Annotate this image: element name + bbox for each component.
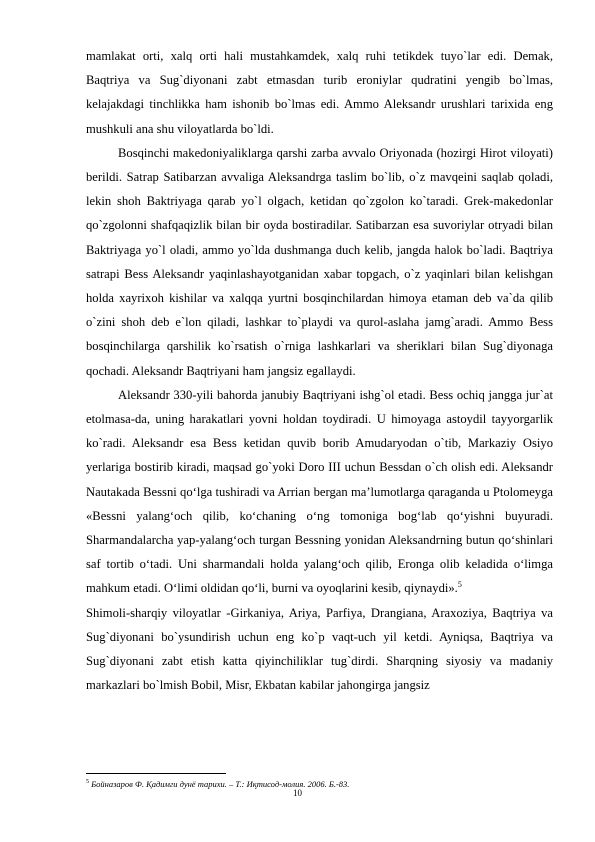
body-text xyxy=(86,44,553,697)
footnote-text: Бойназаров Ф. Қадимги дунё тарихи. – Т.: Иқтисод-молия. 2006. Б.-83. xyxy=(91,778,350,789)
page-number: 10 xyxy=(293,788,302,798)
paragraph-3-text: Aleksandr 330-yili bahorda janubiy Baqtriyani ishg`ol etadi. Bess ochiq jangga jur`at etolmasa-da, uning harakatlari yovni holdan toydiradi. U himoyaga astoydil tayyorgarlik ko`radi. Aleksandr esa Bess ketidan quvib borib Amudaryodan o`tib, Markaziy Osiyo yerlariga bostirib kiradi, maqsad go`yoki Doro III uchun Bessdan o`ch olish edi. Aleksandr Nautakada Bessni qo‘lga tushiradi va Arrian bergan ma’lumotlarga qaraganda u Ptolomeyga «Bessni yalang‘och qilib, ko‘chaning o‘ng tomoniga bog‘lab qo‘yishni buyuradi. Sharmandalarcha yap-yalang‘och turgan Bessning yonidan Aleksandrning butun qo‘shinlari saf tortib o‘tadi. Uni sharmandali holda yalang‘och qilib, Eronga olib keladida o‘limga mahkum etadi. O‘limi oldidan qo‘li, burni va oyoqlarini kesib, qiynaydi». xyxy=(86,387,553,596)
footnote-divider xyxy=(86,773,226,774)
paragraph-1: mamlakat orti, xalq orti hali mustahkamdek, xalq ruhi tetikdek tuyo`lar edi. Demak, Baqtriya va Sug`diyonani zabt etmasdan turib eroniylar qudratini yengib bo`lmas, kelajakdagi tinchlikka ham ishonib bo`lmas edi. Ammo Aleksandr urushlari tarixida eng mushkuli ana shu viloyatlarda bo`ldi. xyxy=(86,49,553,136)
paragraph-4: Shimoli-sharqiy viloyatlar -Girkaniya, Ariya, Parfiya, Drangiana, Araxoziya, Baqtriya va Sug`diyonani bo`ysundirish uchun eng ko`p vaqt-uch yil ketdi. Ayniqsa, Baqtriya va Sug`diyonani zabt etish katta qiyinchiliklar tug`dirdi. Sharqning siyosiy va madaniy markazlari bo`lmish Bobil, Misr, Ekbatan kabilar jahongirga jangsiz xyxy=(86,605,553,693)
paragraph-3 xyxy=(86,383,553,601)
footnote-reference[interactable]: 5 xyxy=(457,580,462,590)
paragraph-2: Bosqinchi makedoniyaliklarga qarshi zarba avvalo Oriyonada (hozirgi Hirot viloyati) berildi. Satrap Satibarzan avvaliga Aleksandrga taslim bo`lib, o`z mavqeini saqlab qoladi, lekin shoh Baktriyaga qarab yo`l olgach, ketidan qo`zgolon ko`taradi. Grek-makedonlar qo`zgolonni shafqaqizlik bilan bir oyda bostiradilar. Satibarzan esa suvoriylar otryadi bilan Baktriyaga yo`l oladi, ammo yo`lda dushmanga duch kelib, jangda halok bo`ladi. Baqtriya satrapi Bess Aleksandr yaqinlashayotganidan xabar topgach, o`z yaqinlari bilan kelishgan holda xayrixoh kishilar va xalqqa yurtni bosqinchilardan himoya etaman deb va`da qilib o`zini shoh deb e`lon qiladi, lashkar to`playdi va qurol-aslaha jamg`aradi. Ammo Bess bosqinchilarga qarshilik ko`rsatish o`rniga lashkarlari va sheriklari bilan Sug`diyonaga qochadi. Aleksandr Baqtriyani ham jangsiz egallaydi. xyxy=(86,145,553,378)
footnote-number: 5 xyxy=(86,779,89,785)
